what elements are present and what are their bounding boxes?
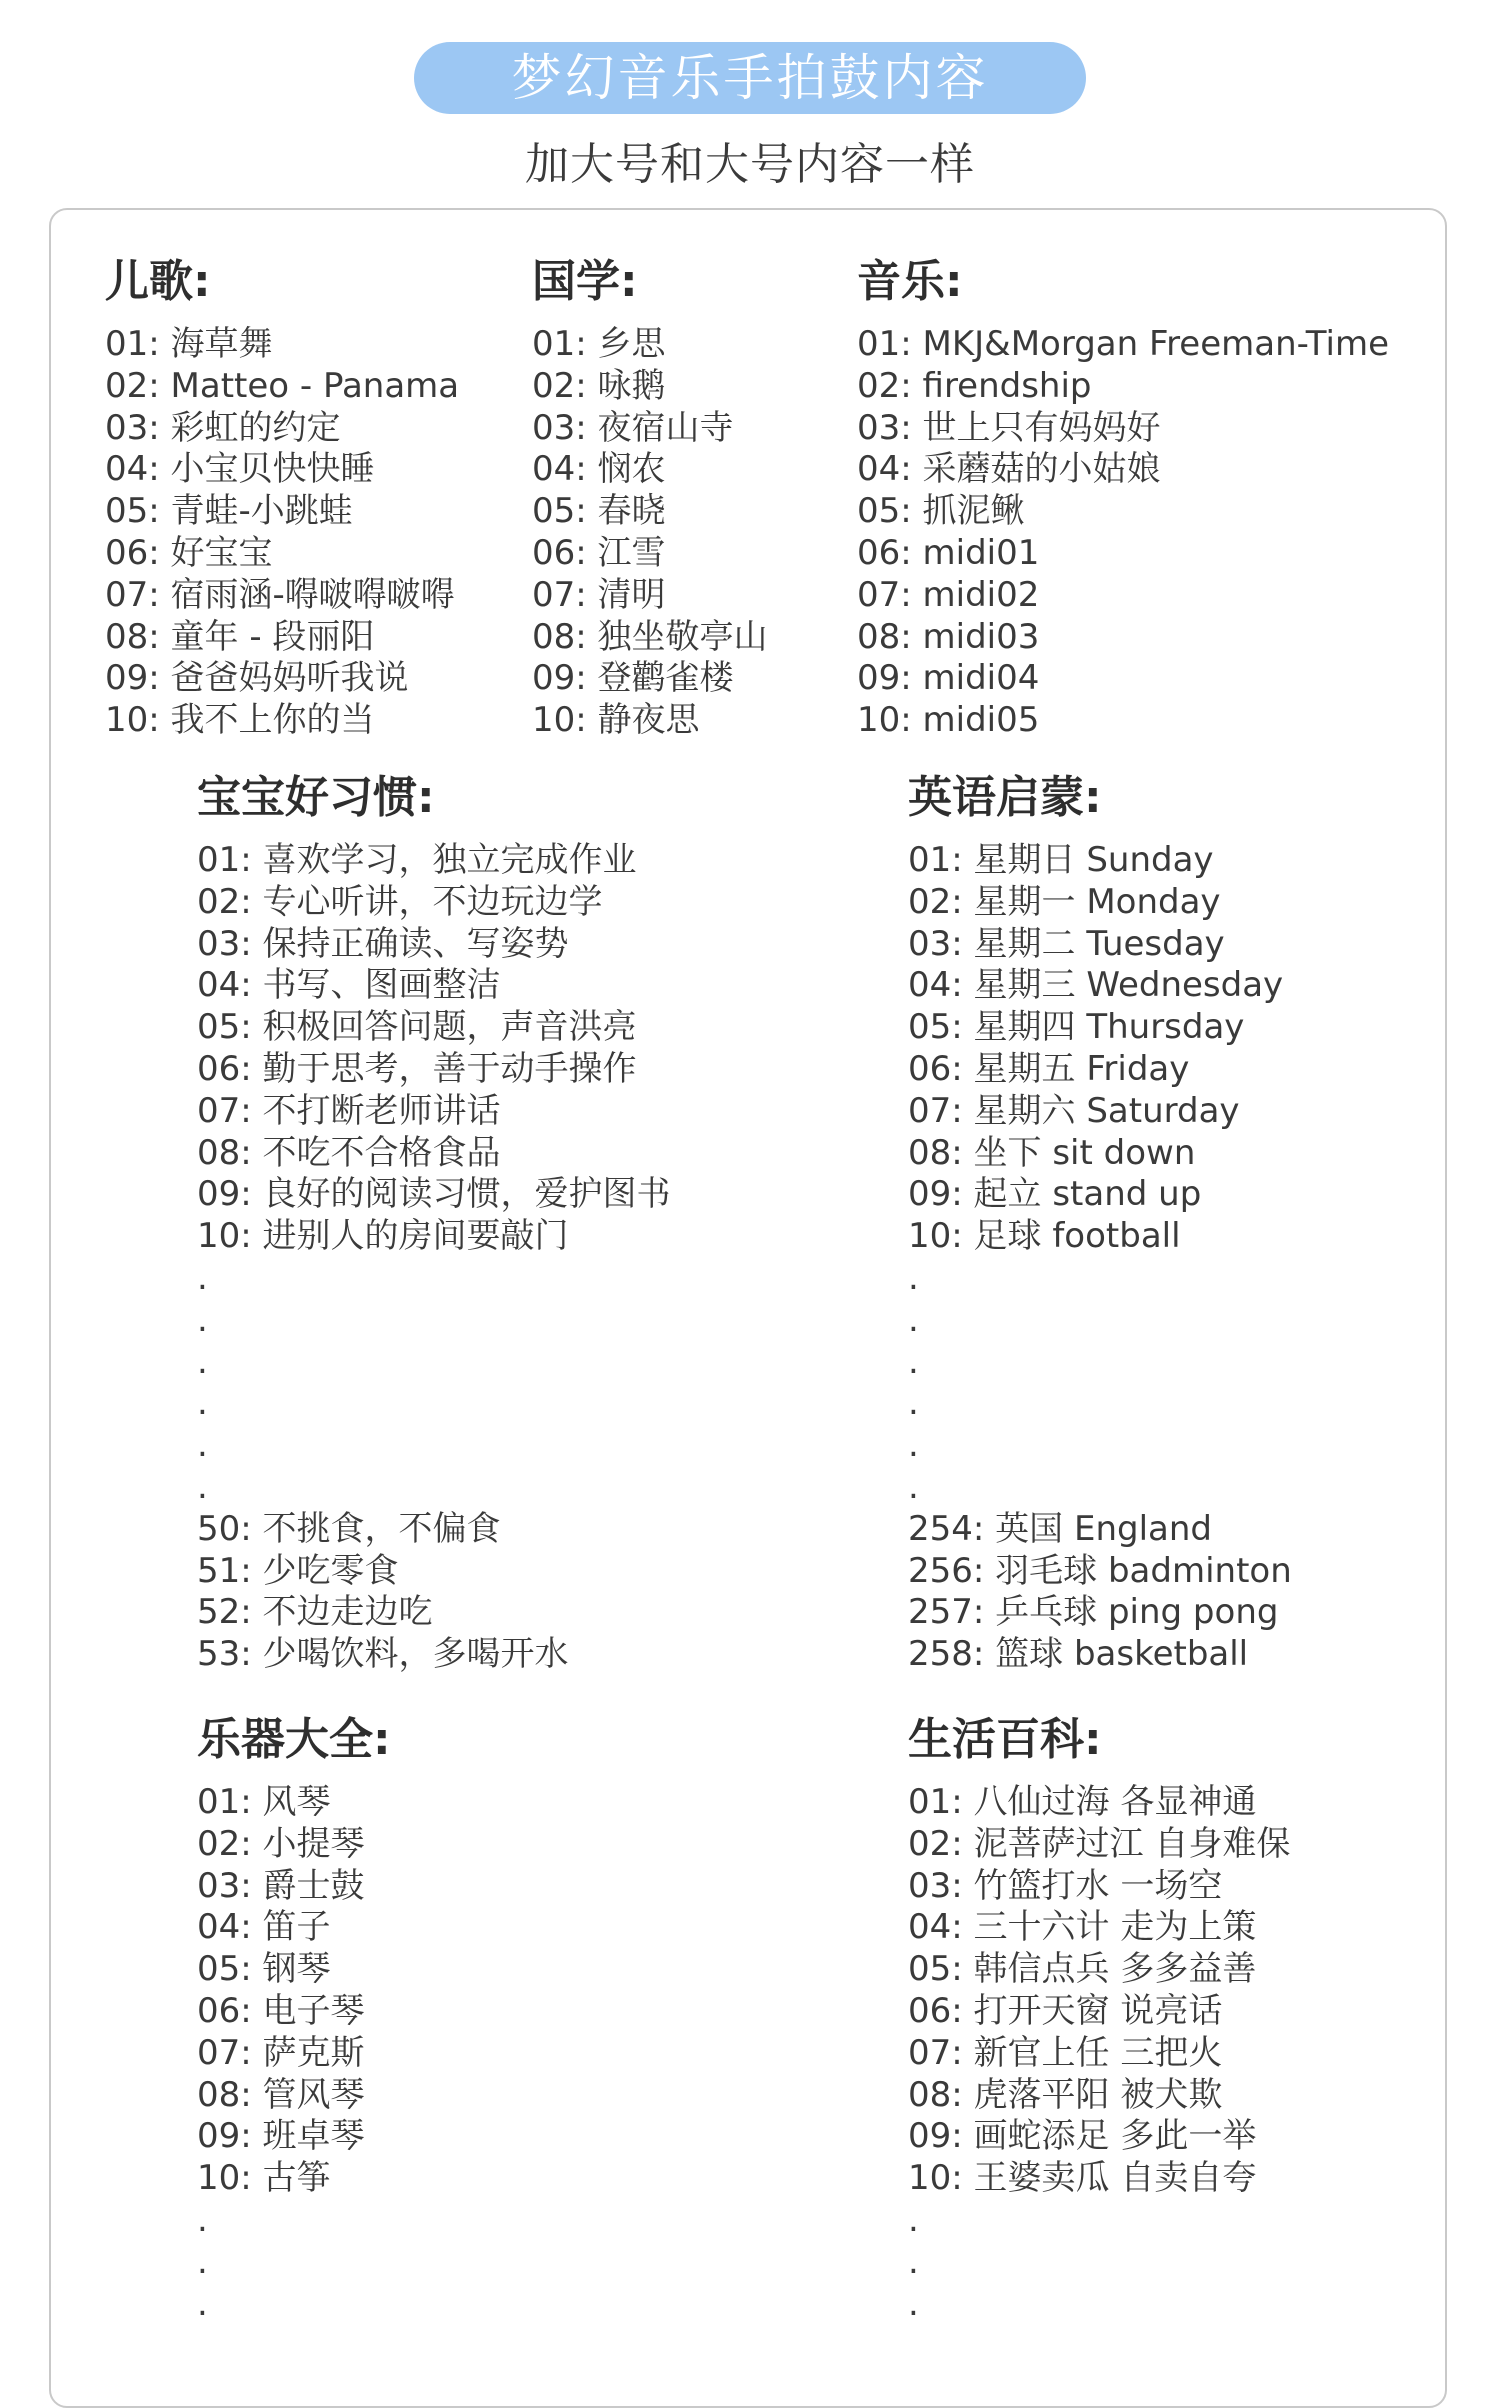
list-item: 03: 保持正确读、写姿势: [197, 923, 569, 964]
ellipsis-dot: .: [197, 1299, 208, 1340]
list-item: 01: 乡思: [532, 324, 666, 364]
list-item: 06: 勤于思考，善于动手操作: [197, 1048, 637, 1089]
list-item: 254: 英国 England: [908, 1508, 1212, 1549]
list-item: 07: midi02: [857, 574, 1040, 615]
section-title: 国学:: [532, 256, 638, 307]
list-item: 10: 进别人的房间要敲门: [197, 1216, 569, 1257]
ellipsis-dot: .: [197, 2283, 208, 2324]
list-item: 51: 少吃零食: [197, 1550, 399, 1591]
list-item: 10: 静夜思: [532, 700, 700, 741]
ellipsis-dot: .: [197, 1466, 208, 1507]
ellipsis-dot: .: [197, 1257, 208, 1298]
list-item: 04: 采蘑菇的小姑娘: [857, 449, 1161, 490]
list-item: 258: 篮球 basketball: [908, 1634, 1249, 1675]
list-item: 08: 坐下 sit down: [908, 1132, 1196, 1173]
section-title: 乐器大全:: [197, 1714, 391, 1765]
ellipsis-dot: .: [197, 1341, 208, 1382]
section-yinyue: [857, 252, 1389, 742]
list-item: 08: 不吃不合格食品: [197, 1132, 501, 1173]
list-item: 10: midi05: [857, 700, 1040, 741]
list-item: 05: 星期四 Thursday: [908, 1007, 1245, 1048]
list-item: 04: 三十六计 走为上策: [908, 1907, 1257, 1948]
list-item: 09: 画蛇添足 多此一举: [908, 2116, 1257, 2157]
list-item: 04: 书写、图画整洁: [197, 965, 501, 1006]
list-item: 02: 专心听讲，不边玩边学: [197, 881, 603, 922]
list-item: 07: 萨克斯: [197, 2032, 365, 2073]
list-item: 08: 独坐敬亭山: [532, 616, 768, 657]
list-item: 05: 春晓: [532, 491, 666, 532]
list-item: 52: 不边走边吃: [197, 1592, 433, 1633]
list-item: 01: 喜欢学习，独立完成作业: [197, 840, 637, 880]
list-item: 08: 管风琴: [197, 2074, 365, 2115]
list-item: 02: 星期一 Monday: [908, 881, 1221, 922]
list-item: 50: 不挑食，不偏食: [197, 1508, 501, 1549]
section-erge: [105, 252, 459, 742]
ellipsis-dot: .: [908, 1425, 919, 1466]
list-item: 06: 星期五 Friday: [908, 1048, 1190, 1089]
list-item: 01: 海草舞: [105, 324, 273, 364]
list-item: 05: 韩信点兵 多多益善: [908, 1949, 1257, 1990]
list-item: 04: 星期三 Wednesday: [908, 965, 1284, 1006]
ellipsis-dot: .: [908, 2283, 919, 2324]
list-item: 02: firendship: [857, 365, 1092, 406]
section-yueqi: [197, 1710, 391, 2325]
ellipsis-dot: .: [197, 2199, 208, 2240]
list-item: 02: Matteo - Panama: [105, 365, 460, 406]
ellipsis-dot: .: [197, 2241, 208, 2282]
list-item: 09: 班卓琴: [197, 2116, 365, 2157]
list-item: 09: 良好的阅读习惯，爱护图书: [197, 1174, 671, 1215]
header-title: 梦幻音乐手拍鼓内容: [511, 49, 989, 107]
section-title: 儿歌:: [105, 256, 211, 307]
list-item: 01: 星期日 Sunday: [908, 840, 1214, 880]
list-item: 05: 抓泥鳅: [857, 491, 1025, 532]
ellipsis-dot: .: [197, 1383, 208, 1424]
list-item: 01: 八仙过海 各显神通: [908, 1782, 1257, 1822]
section-title: 生活百科:: [908, 1714, 1102, 1765]
list-item: 257: 乒乓球 ping pong: [908, 1592, 1279, 1633]
list-item: 01: 风琴: [197, 1782, 331, 1822]
list-item: 08: midi03: [857, 616, 1040, 657]
section-title: 音乐:: [857, 256, 963, 307]
ellipsis-dot: .: [197, 1425, 208, 1466]
list-item: 09: 爸爸妈妈听我说: [105, 658, 409, 699]
ellipsis-dot: .: [908, 1257, 919, 1298]
list-item: 03: 竹篮打水 一场空: [908, 1865, 1223, 1906]
list-item: 09: midi04: [857, 658, 1040, 699]
list-item: 04: 笛子: [197, 1907, 331, 1948]
list-item: 03: 星期二 Tuesday: [908, 923, 1225, 964]
section-xiguan: [197, 768, 671, 1676]
ellipsis-dot: .: [908, 1341, 919, 1382]
list-item: 02: 咏鹅: [532, 365, 666, 406]
list-item: 06: 江雪: [532, 532, 666, 573]
list-item: 05: 积极回答问题，声音洪亮: [197, 1007, 637, 1048]
ellipsis-dot: .: [908, 1299, 919, 1340]
list-item: 02: 泥菩萨过江 自身难保: [908, 1823, 1291, 1864]
list-item: 06: 电子琴: [197, 1990, 365, 2031]
ellipsis-dot: .: [908, 1466, 919, 1507]
list-item: 07: 新官上任 三把火: [908, 2032, 1223, 2073]
list-item: 10: 古筝: [197, 2158, 331, 2199]
list-item: 07: 不打断老师讲话: [197, 1090, 501, 1131]
list-item: 10: 足球 football: [908, 1216, 1181, 1257]
list-item: 07: 宿雨涵-嘚啵嘚啵嘚: [105, 574, 455, 615]
list-item: 04: 小宝贝快快睡: [105, 449, 375, 490]
section-baike: [908, 1710, 1290, 2325]
list-item: 01: MKJ&Morgan Freeman-Time: [857, 324, 1389, 364]
list-item: 07: 清明: [532, 574, 666, 615]
section-title: 宝宝好习惯:: [197, 772, 435, 823]
list-item: 10: 我不上你的当: [105, 700, 375, 741]
section-yingyu: [908, 768, 1292, 1676]
list-item: 08: 童年 - 段丽阳: [105, 616, 375, 657]
list-item: 08: 虎落平阳 被犬欺: [908, 2074, 1223, 2115]
list-item: 04: 悯农: [532, 449, 666, 490]
list-item: 09: 起立 stand up: [908, 1174, 1202, 1215]
header-subtitle: 加大号和大号内容一样: [525, 139, 975, 190]
list-item: 09: 登鹳雀楼: [532, 658, 734, 699]
list-item: 10: 王婆卖瓜 自卖自夸: [908, 2158, 1257, 2199]
list-item: 03: 爵士鼓: [197, 1865, 365, 1906]
header-title-pill: [414, 42, 1086, 114]
list-item: 03: 世上只有妈妈好: [857, 407, 1161, 448]
ellipsis-dot: .: [908, 2199, 919, 2240]
list-item: 05: 钢琴: [197, 1949, 331, 1990]
list-item: 07: 星期六 Saturday: [908, 1090, 1240, 1131]
list-item: 03: 夜宿山寺: [532, 407, 734, 448]
list-item: 256: 羽毛球 badminton: [908, 1550, 1292, 1591]
list-item: 02: 小提琴: [197, 1823, 365, 1864]
list-item: 06: 好宝宝: [105, 532, 273, 573]
list-item: 03: 彩虹的约定: [105, 407, 341, 448]
ellipsis-dot: .: [908, 1383, 919, 1424]
list-item: 06: 打开天窗 说亮话: [908, 1990, 1223, 2031]
list-item: 05: 青蛙-小跳蛙: [105, 491, 353, 532]
section-title: 英语启蒙:: [908, 772, 1102, 823]
list-item: 06: midi01: [857, 532, 1040, 573]
list-item: 53: 少喝饮料，多喝开水: [197, 1634, 569, 1675]
ellipsis-dot: .: [908, 2241, 919, 2282]
section-guoxue: [532, 252, 768, 742]
